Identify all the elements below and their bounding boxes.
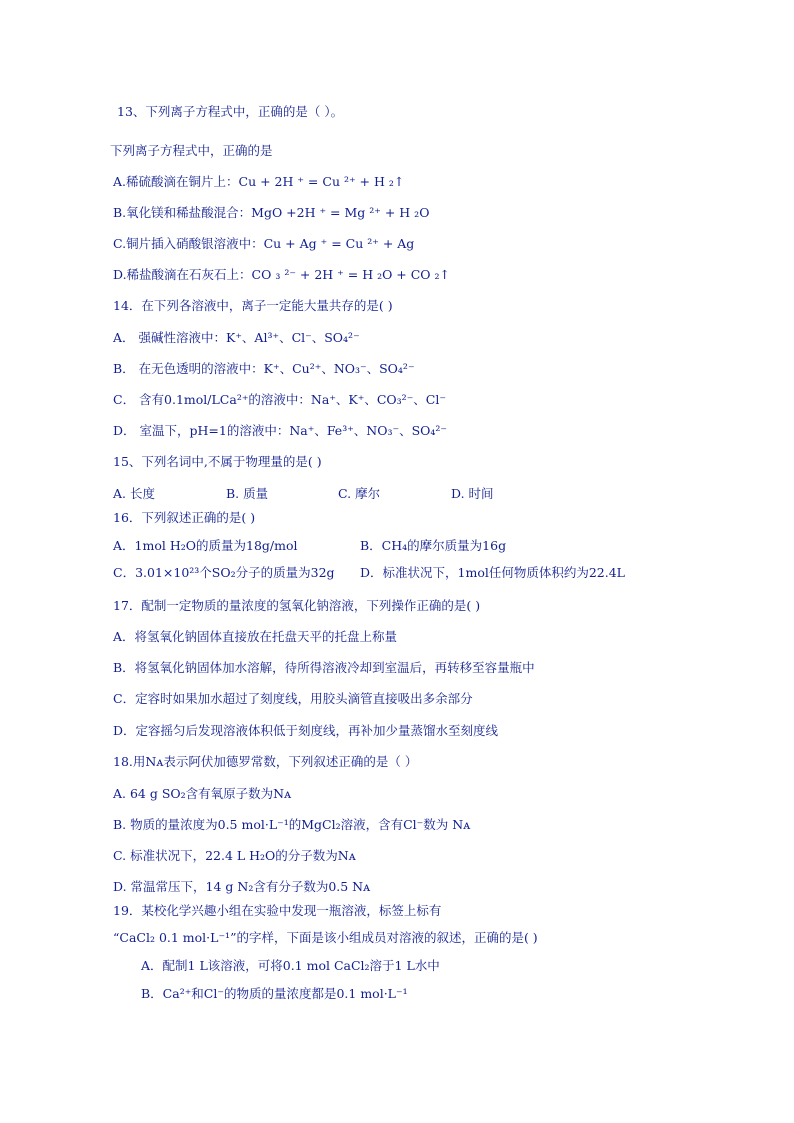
q18-option-c: C. 标准状况下，22.4 L H₂O的分子数为Nᴀ [113, 848, 356, 863]
q18-title: 18.用Nᴀ表示阿伏加德罗常数，下列叙述正确的是（ ） [113, 754, 418, 769]
q13-subtitle: 下列离子方程式中，正确的是 [110, 143, 273, 158]
q13-option-a: A.稀硫酸滴在铜片上：Cu + 2H ⁺ = Cu ²⁺ + H ₂↑ [113, 174, 405, 189]
q15-option-c: C. 摩尔 [338, 486, 381, 501]
q18-option-b: B. 物质的量浓度为0.5 mol·L⁻¹的MgCl₂溶液，含有Cl⁻数为 Nᴀ [113, 817, 471, 832]
q14-title: 14．在下列各溶液中，离子一定能大量共存的是( ) [113, 298, 393, 313]
q17-option-a: A．将氢氧化钠固体直接放在托盘天平的托盘上称量 [113, 629, 398, 644]
q16-option-c: C．3.01×10²³个SO₂分子的质量为32g [113, 565, 335, 580]
q16-option-d: D．标准状况下，1mol任何物质体积约为22.4L [360, 565, 625, 580]
q16-title: 16．下列叙述正确的是( ) [113, 510, 256, 525]
q16-option-b: B．CH₄的摩尔质量为16g [360, 538, 507, 553]
q19-option-b: B．Ca²⁺和Cl⁻的物质的量浓度都是0.1 mol·L⁻¹ [141, 986, 408, 1001]
q17-option-d: D．定容摇匀后发现溶液体积低于刻度线，再补加少量蒸馏水至刻度线 [113, 723, 499, 738]
q17-option-b: B．将氢氧化钠固体加水溶解，待所得溶液冷却到室温后，再转移至容量瓶中 [113, 660, 535, 675]
q18-option-d: D. 常温常压下，14 g N₂含有分子数为0.5 Nᴀ [113, 879, 371, 894]
q13-title: 13、下列离子方程式中，正确的是（ ）。 [117, 104, 344, 119]
q13-option-c: C.铜片插入硝酸银溶液中：Cu + Ag ⁺ = Cu ²⁺ + Ag [113, 236, 415, 251]
q15-option-b: B. 质量 [226, 486, 269, 501]
q14-option-d: D． 室温下，pH=1的溶液中：Na⁺、Fe³⁺、NO₃⁻、SO₄²⁻ [113, 423, 448, 438]
q16-option-a: A．1mol H₂O的质量为18g/mol [113, 538, 298, 553]
q14-option-a: A． 强碱性溶液中：K⁺、Al³⁺、Cl⁻、SO₄²⁻ [113, 330, 360, 345]
q19-title: 19．某校化学兴趣小组在实验中发现一瓶溶液，标签上标有 [113, 903, 442, 918]
q19-title-continued: “CaCl₂ 0.1 mol·L⁻¹”的字样，下面是该小组成员对溶液的叙述，正确的是( ) [113, 930, 538, 945]
q14-option-c: C． 含有0.1mol/LCa²⁺的溶液中：Na⁺、K⁺、CO₃²⁻、Cl⁻ [113, 392, 446, 407]
q17-option-c: C．定容时如果加水超过了刻度线，用胶头滴管直接吸出多余部分 [113, 691, 473, 706]
q15-title: 15、下列名词中,不属于物理量的是( ) [113, 454, 322, 469]
q13-option-d: D.稀盐酸滴在石灰石上：CO ₃ ²⁻ + 2H ⁺ = H ₂O + CO ₂↑ [113, 267, 451, 282]
q15-option-a: A. 长度 [113, 486, 155, 501]
q19-option-a: A．配制1 L该溶液，可将0.1 mol CaCl₂溶于1 L水中 [141, 958, 440, 973]
q18-option-a: A. 64 g SO₂含有氧原子数为Nᴀ [113, 786, 292, 801]
q15-option-d: D. 时间 [451, 486, 494, 501]
q17-title: 17．配制一定物质的量浓度的氢氧化钠溶液，下列操作正确的是( ) [113, 598, 481, 613]
q13-option-b: B.氧化镁和稀盐酸混合：MgO +2H ⁺ = Mg ²⁺ + H ₂O [113, 205, 430, 220]
q14-option-b: B． 在无色透明的溶液中：K⁺、Cu²⁺、NO₃⁻、SO₄²⁻ [113, 361, 415, 376]
